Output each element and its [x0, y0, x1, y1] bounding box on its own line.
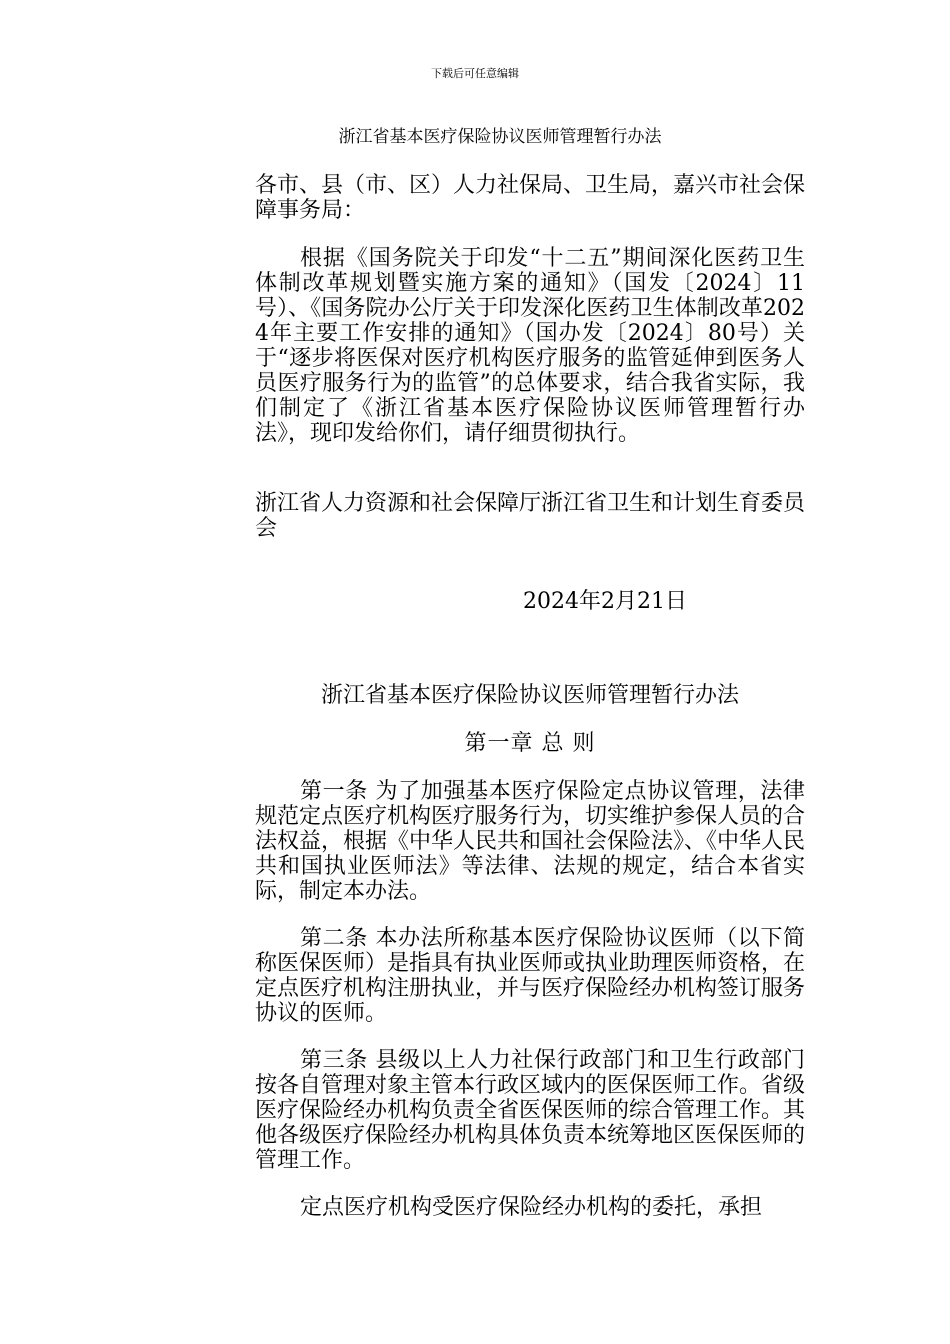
article-paragraph: 第一条 为了加强基本医疗保险定点协议管理，法律规范定点医疗机构医疗服务行为，切实维护参保人员的合法权益，根据《中华人民共和国社会保险法》、《中华人民共和国执业医师法》等法律、法规的规定，结合本省实际，制定本办法。 [255, 779, 806, 904]
measures-title: 浙江省基本医疗保险协议医师管理暂行办法 [320, 683, 739, 708]
issuer-signature: 浙江省人力资源和社会保障厅浙江省卫生和计划生育委员会 [255, 491, 806, 541]
addressee-paragraph: 各市、县（市、区）人力社保局、卫生局，嘉兴市社会保障事务局： [255, 173, 806, 223]
issue-date: 2024年2月21日 [523, 589, 687, 614]
intro-paragraph: 根据《国务院关于印发“十二五”期间深化医药卫生体制改革规划暨实施方案的通知》（国发〔2024〕11号）、《国务院办公厅关于印发深化医药卫生体制改革2024年主要工作安排的通知》（国办发〔2024〕80号）关于“逐步将医保对医疗机构医疗服务的监管延伸到医务人员医疗服务行为的监管”的总体要求，结合我省实际，我们制定了《浙江省基本医疗保险协议医师管理暂行办法》，现印发给你们，请仔细贯彻执行。 [255, 246, 805, 446]
notice-title: 浙江省基本医疗保险协议医师管理暂行办法 [338, 127, 662, 147]
article-paragraph: 第二条 本办法所称基本医疗保险协议医师（以下简称医保医师）是指具有执业医师或执业助理医师资格，在定点医疗机构注册执业，并与医疗保险经办机构签订服务协议的医师。 [255, 926, 806, 1026]
article-paragraph: 第三条 县级以上人力社保行政部门和卫生行政部门按各自管理对象主管本行政区域内的医保医师工作。省级医疗保险经办机构负责全省医保医师的综合管理工作。其他各级医疗保险经办机构具体负责本统筹地区医保医师的管理工作。 [255, 1048, 806, 1173]
chapter-heading: 第一章 总 则 [464, 731, 596, 756]
download-note: 下载后可任意编辑 [431, 67, 519, 80]
article-paragraph: 定点医疗机构受医疗保险经办机构的委托，承担 [300, 1195, 763, 1220]
